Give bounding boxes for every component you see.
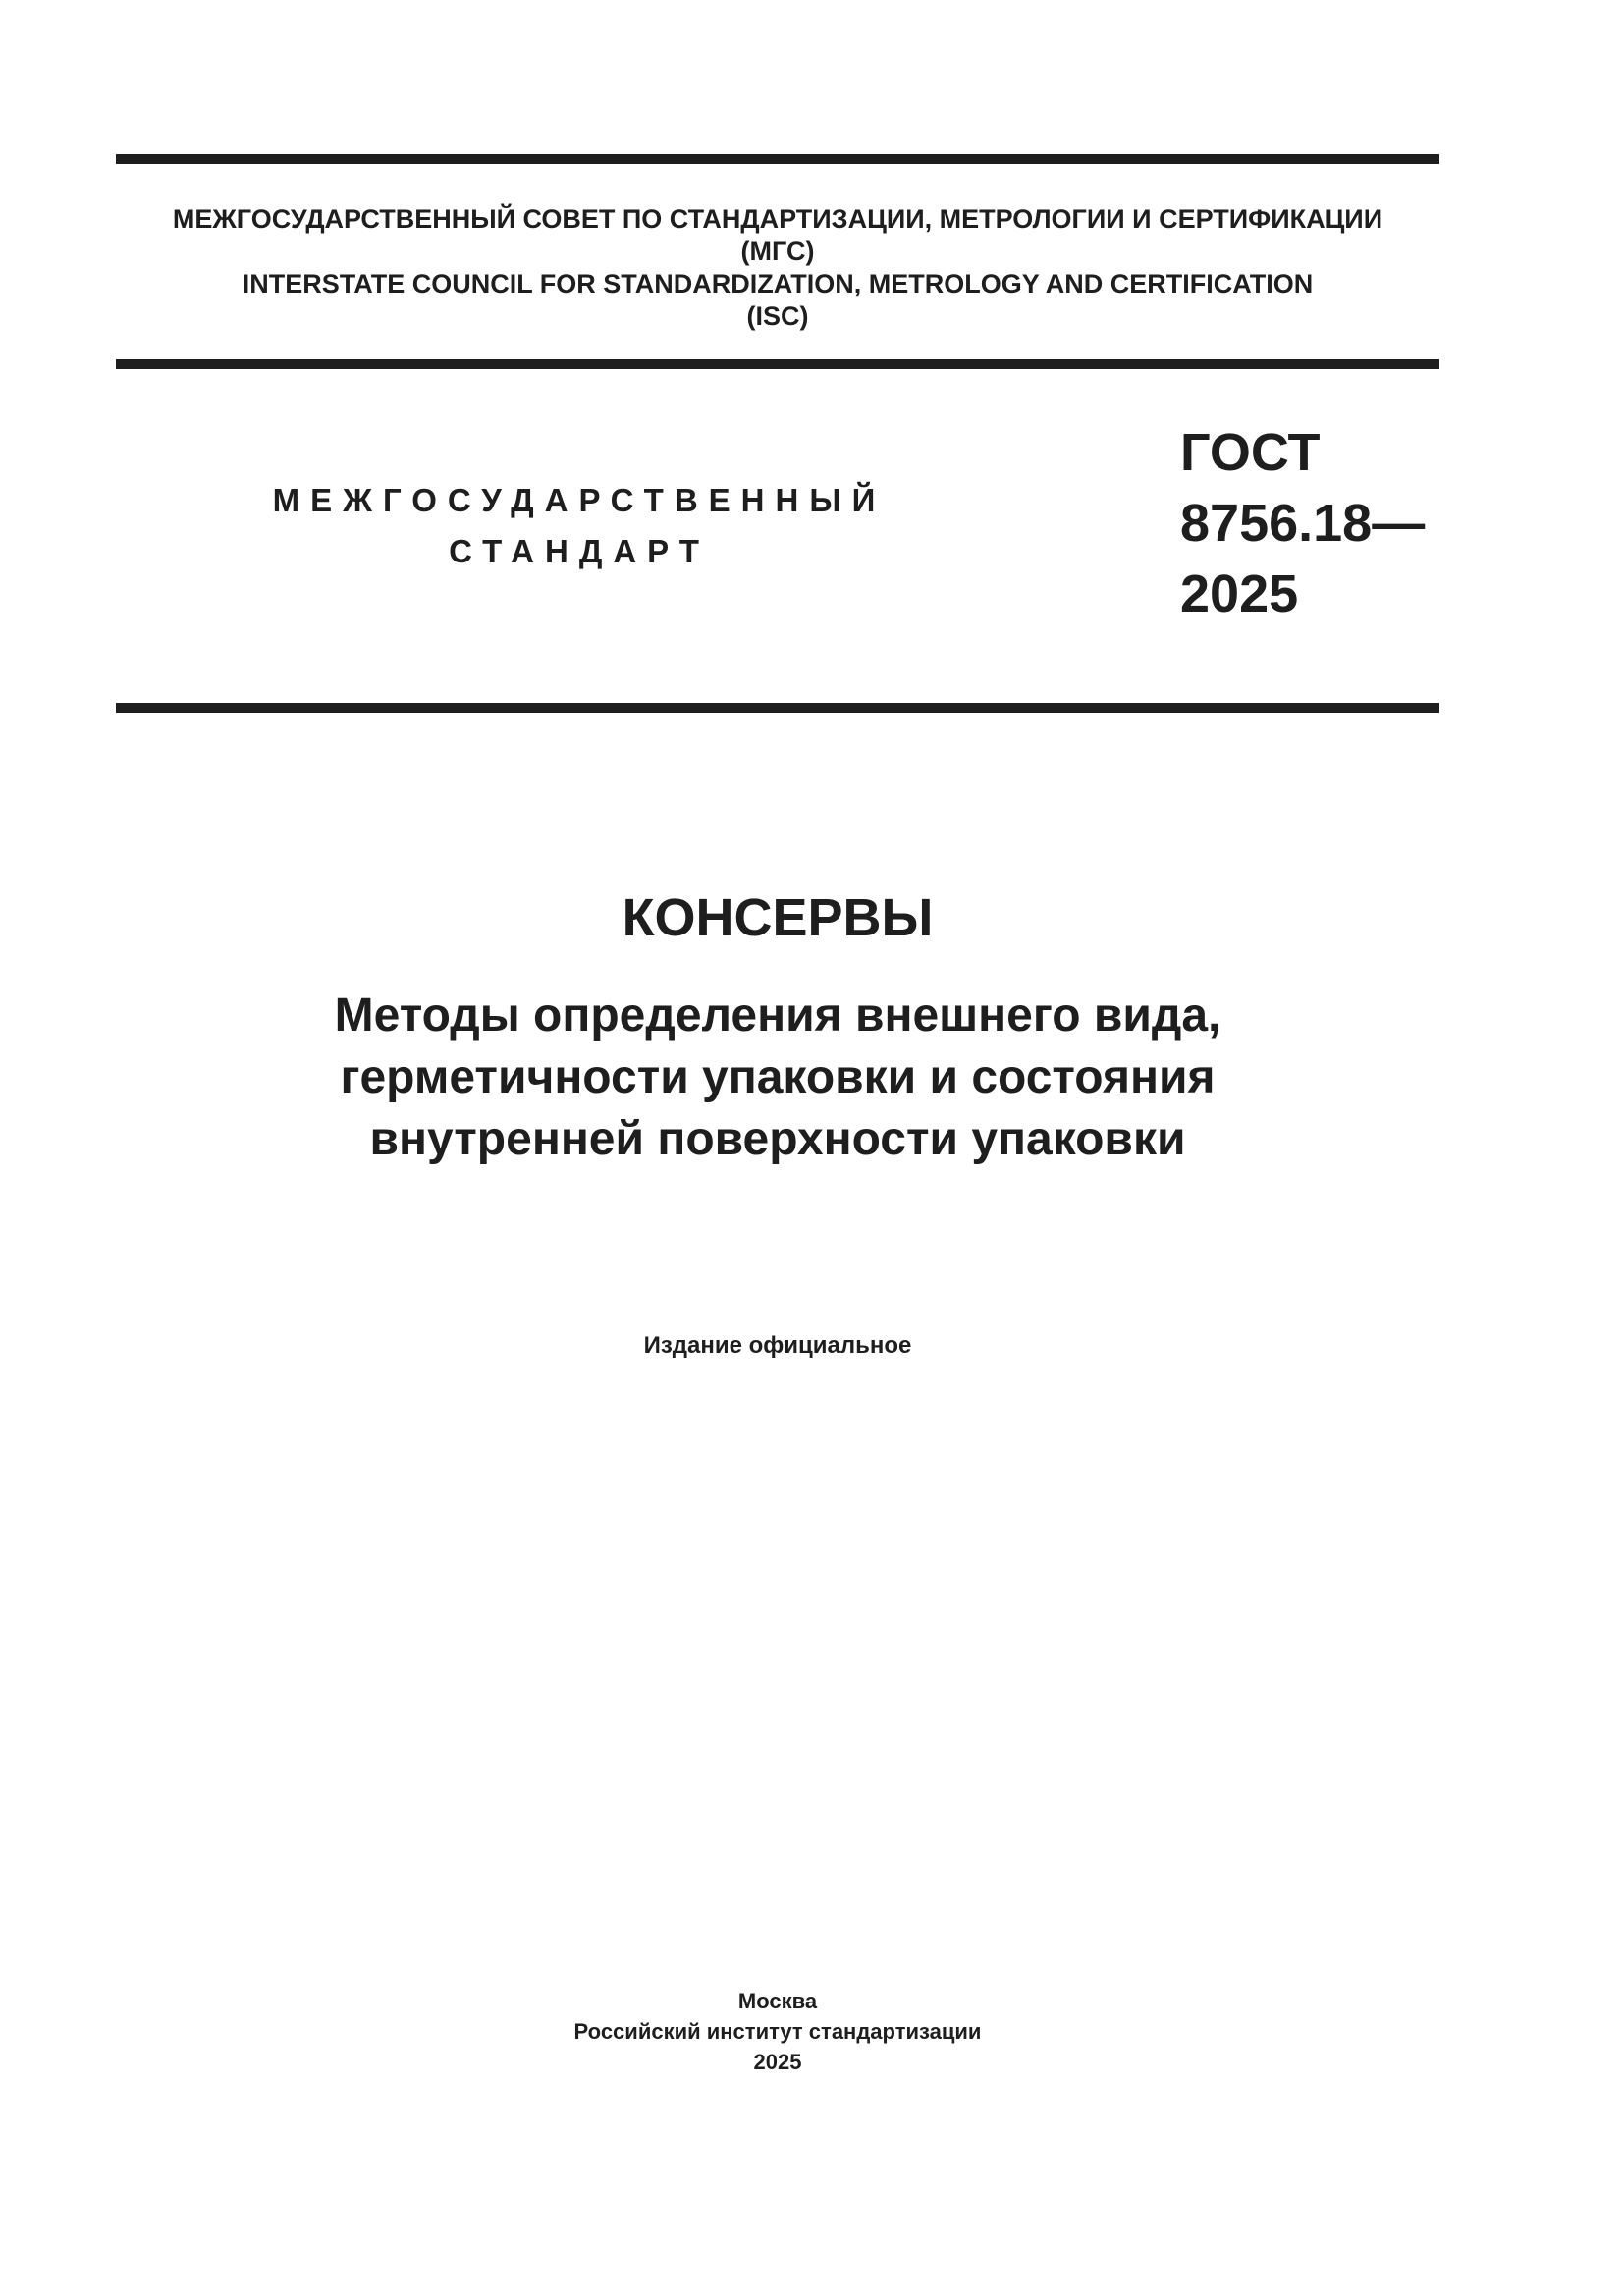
header-divider-rule [116,703,1439,713]
top-rule [116,154,1439,164]
subtitle-line: Методы определения внешнего вида, [334,989,1221,1041]
document-title: КОНСЕРВЫ [622,888,934,947]
subtitle-line: внутренней поверхности упаковки [369,1113,1186,1165]
designation-year: 2025 [1180,564,1299,623]
edition-note: Издание официальное [643,1332,912,1359]
standard-designation [1180,417,1425,629]
imprint [116,1986,1439,2077]
imprint-year: 2025 [753,2050,802,2074]
imprint-city: Москва [737,1989,818,2013]
standard-type-line2: СТАНДАРТ [449,533,710,569]
imprint-publisher: Российский институт стандартизации [573,2019,982,2044]
council-abbr-ru: (МГС) [740,237,815,266]
council-divider-rule [116,359,1439,369]
council-abbr-en: (ISC) [746,301,809,331]
subtitle-line: герметичности упаковки и состояния [340,1051,1216,1103]
council-name-ru: МЕЖГОСУДАРСТВЕННЫЙ СОВЕТ ПО СТАНДАРТИЗАЦИИ, МЕТРОЛОГИИ И СЕРТИФИКАЦИИ [172,204,1383,234]
designation-prefix: ГОСТ [1180,423,1321,482]
designation-number: 8756.18— [1180,494,1426,553]
standard-type-line1: МЕЖГОСУДАРСТВЕННЫЙ [272,482,887,518]
standard-type [226,475,933,577]
council-header [116,203,1439,333]
document-subtitle [116,985,1439,1170]
council-name-en: INTERSTATE COUNCIL FOR STANDARDIZATION, METROLOGY AND CERTIFICATION [242,269,1314,298]
